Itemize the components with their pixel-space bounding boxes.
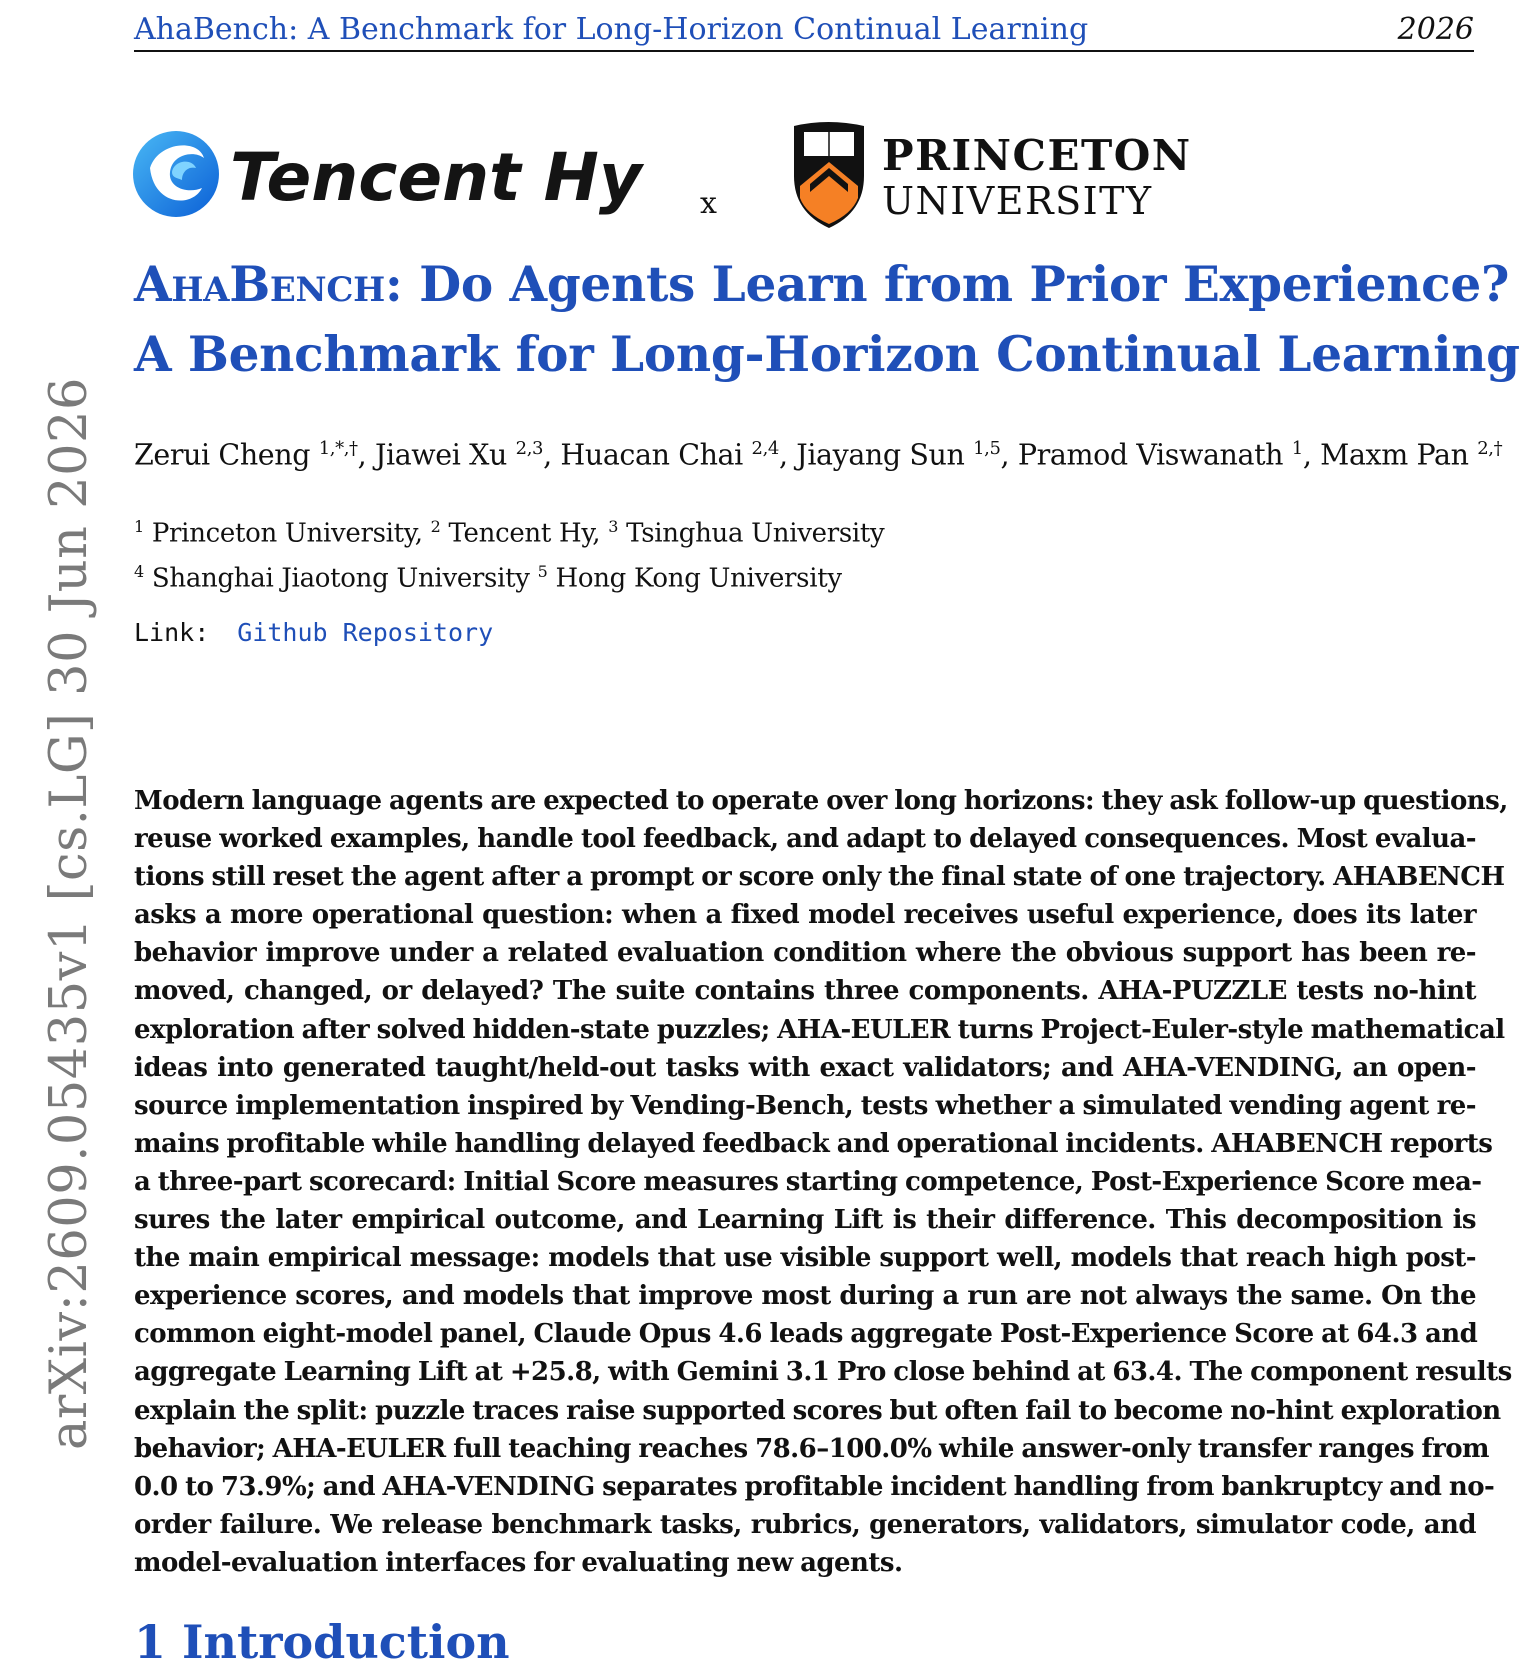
author-affiliation-mark: 1,5 [973, 438, 1001, 459]
affiliation: Tsinghua University [626, 518, 885, 549]
title-benchmark-name: AhaBench [134, 256, 385, 313]
author-name: Maxm Pan [1320, 438, 1469, 472]
abstract-line: reuse worked examples, handle tool feedback, and adapt to delayed consequences. Most evalua- [134, 824, 1476, 855]
abstract-line: the main empirical message: models that use visible support well, models that reach high post- [134, 1243, 1476, 1274]
affiliation-line-1: $^1$ Princeton University, $^2$ Tencent Hy, $^3$ Tsinghua University [134, 517, 885, 549]
running-header-year: 2026 [1397, 12, 1474, 47]
section-heading-introduction: 1 Introduction [134, 1615, 510, 1669]
abstract-line: a three-part scorecard: Initial Score measures starting competence, Post-Experience Score mea- [134, 1166, 1482, 1197]
author-affiliation-mark: 1 [1291, 438, 1303, 459]
arxiv-stamp: arXiv:2609.05435v1 [cs.LG] 30 Jun 2026 [40, 377, 99, 1450]
link-label: Link: [134, 618, 210, 647]
affiliation: Tencent Hy, [448, 518, 601, 549]
abstract-line: ideas into generated taught/held-out tasks with exact validators; and AHA-VENDING, an open- [134, 1052, 1476, 1083]
abstract-line: asks a more operational question: when a fixed model receives useful experience, does its later [134, 900, 1476, 931]
affiliation: Shanghai Jiaotong University [151, 563, 530, 594]
affiliation: Princeton University, [151, 518, 423, 549]
abstract-line: moved, changed, or delayed? The suite contains three components. AHA-PUZZLE tests no-hint [134, 976, 1476, 1007]
title-line-2: A Benchmark for Long-Horizon Continual Learning [134, 326, 1520, 383]
abstract-line: tions still reset the agent after a prompt or score only the final state of one trajectory. AHABENCH [134, 862, 1505, 893]
princeton-university-logo [790, 118, 1210, 234]
affiliation-list [134, 508, 884, 597]
tencent-swirl-icon [133, 131, 219, 217]
title-line-1 [134, 250, 1510, 320]
author-affiliation-mark: 2,4 [751, 438, 779, 459]
princeton-wordmark-line2: UNIVERSITY [882, 179, 1153, 223]
author-name: Jiayang Sun [796, 438, 965, 472]
logo-separator: x [700, 186, 717, 221]
abstract-line: source implementation inspired by Vending-Bench, tests whether a simulated vending agent re- [134, 1090, 1476, 1121]
abstract [134, 782, 1512, 1582]
abstract-line: behavior improve under a related evaluation condition where the obvious support has been re- [134, 938, 1476, 969]
abstract-line: 0.0 to 73.9%; and AHA-VENDING separates profitable incident handling from bankruptcy and no- [134, 1471, 1495, 1502]
author-name: Huacan Chai [560, 438, 743, 472]
author-affiliation-mark: 1,*,† [318, 438, 358, 459]
title-line-1-rest: : Do Agents Learn from Prior Experience? [384, 256, 1510, 313]
abstract-line: explain the split: puzzle traces raise supported scores but often fail to become no-hint exploration [134, 1395, 1501, 1426]
abstract-line: exploration after solved hidden-state puzzles; AHA-EULER turns Project-Euler-style mathematical [134, 1014, 1505, 1045]
link-row [134, 618, 493, 647]
abstract-line: behavior; AHA-EULER full teaching reaches 78.6–100.0% while answer-only transfer ranges from [134, 1433, 1489, 1464]
github-repository-link[interactable]: Github Repository [237, 618, 494, 647]
abstract-line: sures the later empirical outcome, and Learning Lift is their difference. This decomposition is [134, 1205, 1476, 1236]
author-name: Pramod Viswanath [1017, 438, 1284, 472]
tencent-wordmark: Tencent Hy [230, 139, 642, 216]
affiliation-line-2: $^4$ Shanghai Jiaotong University $^5$ Hong Kong University [134, 561, 842, 594]
running-header [134, 8, 1474, 52]
abstract-line: experience scores, and models that improve most during a run are not always the same. On the [134, 1281, 1476, 1312]
abstract-line: common eight-model panel, Claude Opus 4.6 leads aggregate Post-Experience Score at 64.3 and [134, 1319, 1478, 1350]
author-list: Zerui Cheng $^{1,*,\dagger}$, Jiawei Xu $^{2,3}$, Huacan Chai $^{2,4}$, Jiayang Sun $^{1,5}$, Pramod Viswanath $^1$, Maxm Pan $^{2,\dagger}$ [134, 438, 1503, 472]
princeton-shield-icon [794, 122, 864, 228]
abstract-line: aggregate Learning Lift at +25.8, with Gemini 3.1 Pro close behind at 63.4. The component results [134, 1357, 1512, 1388]
abstract-line: order failure. We release benchmark tasks, rubrics, generators, validators, simulator code, and [134, 1509, 1476, 1540]
abstract-line: mains profitable while handling delayed feedback and operational incidents. AHABENCH reports [134, 1128, 1493, 1159]
author-name: Zerui Cheng [134, 438, 311, 472]
tencent-hy-logo [132, 128, 652, 224]
author-name: Jiawei Xu [374, 438, 507, 472]
abstract-line: Modern language agents are expected to operate over long horizons: they ask follow-up questions, [134, 786, 1508, 816]
running-header-title: AhaBench: A Benchmark for Long-Horizon Continual Learning [134, 12, 1089, 47]
author-affiliation-mark: 2,3 [515, 438, 544, 459]
author-affiliation-mark: 2,† [1477, 438, 1503, 459]
princeton-wordmark-line1: PRINCETON [882, 131, 1192, 180]
paper-title [134, 250, 1520, 390]
affiliation: Hong Kong University [555, 563, 842, 594]
abstract-line: model-evaluation interfaces for evaluating new agents. [134, 1547, 903, 1578]
